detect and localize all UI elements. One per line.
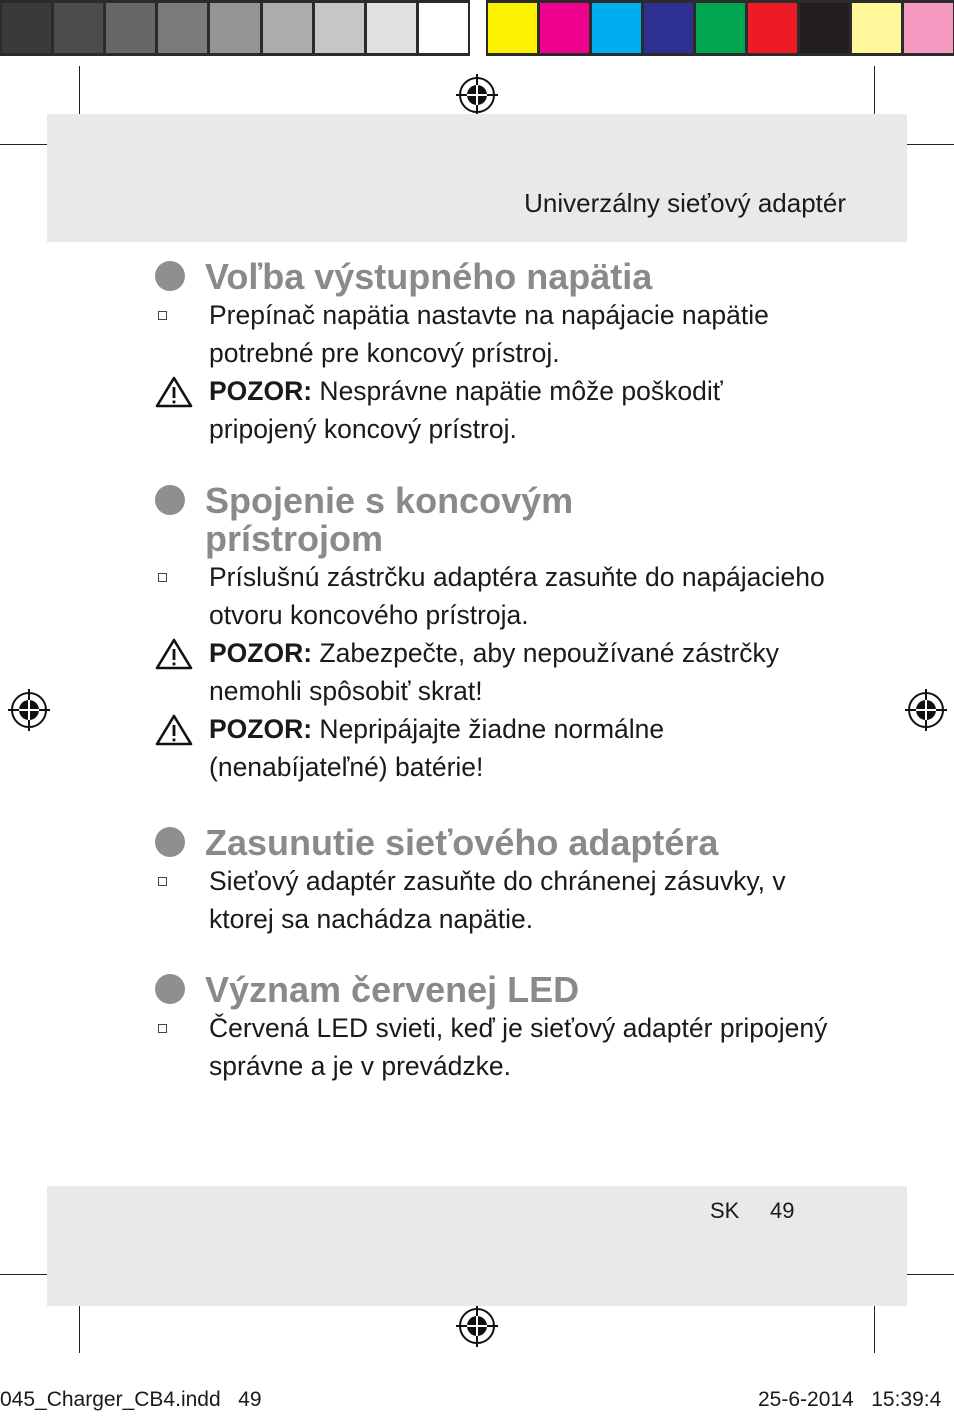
color-swatch [106,3,155,53]
instruction-text: Prepínač napätia nastavte na napájacie napätie potrebné pre koncový prístroj. [209,300,769,368]
color-swatch [210,3,259,53]
page-number: 49 [770,1198,795,1223]
checkbox-bullet-icon [158,1024,167,1033]
registration-mark-icon [8,689,50,731]
warning-icon [155,638,193,670]
color-swatch [592,3,641,53]
color-swatch [158,3,207,53]
color-swatch [696,3,745,53]
color-calibration-bar [486,0,954,56]
section-red-led [155,971,835,1085]
color-swatch [800,3,849,53]
bullet-dot-icon [155,261,185,291]
section-plug-adapter [155,824,835,938]
registration-mark-icon [905,689,947,731]
section-heading [155,824,835,862]
color-swatch [748,3,797,53]
registration-mark-icon [456,1305,498,1347]
section-heading [155,482,835,558]
color-swatch [315,3,364,53]
instruction-item [155,296,835,372]
bullet-dot-icon [155,974,185,1004]
section-heading [155,971,835,1009]
language-code: SK [710,1198,740,1223]
bullet-dot-icon [155,827,185,857]
instruction-item [155,1009,835,1085]
section-device-connection [155,482,835,786]
bullet-dot-icon [155,485,185,515]
checkbox-bullet-icon [158,877,167,886]
checkbox-bullet-icon [158,311,167,320]
instruction-item [155,558,835,634]
section-heading-line: Spojenie s koncovým [205,480,574,521]
section-heading-line: Voľba výstupného napätia [205,256,653,297]
section-heading-line: prístrojom [205,518,384,559]
color-swatch [488,3,537,53]
section-heading [155,258,835,296]
color-swatch [419,3,468,53]
warning-text: Nesprávne napätie môže poškodiť pripojený koncový prístroj. [209,376,723,444]
checkbox-bullet-icon [158,573,167,582]
instruction-text: Červená LED svieti, keď je sieťový adaptér pripojený správne a je v prevádzke. [209,1013,828,1081]
instruction-text: Sieťový adaptér zasuňte do chránenej zásuvky, v ktorej sa nachádza napätie. [209,866,786,934]
section-output-voltage [155,258,835,448]
running-header-title: Univerzálny sieťový adaptér [524,188,846,218]
warning-text: Zabezpečte, aby nepoužívané zástrčky nemohli spôsobiť skrat! [209,638,780,706]
grey-calibration-bar [0,0,470,56]
warning-item [155,634,835,710]
registration-mark-icon [456,74,498,116]
color-swatch [2,3,51,53]
section-heading-line: Zasunutie sieťového adaptéra [205,822,719,863]
section-heading-line: Význam červenej LED [205,969,580,1010]
warning-icon [155,714,193,746]
warning-label: POZOR: [209,638,313,668]
warning-item [155,710,835,786]
color-swatch [263,3,312,53]
color-swatch [54,3,103,53]
color-swatch [367,3,416,53]
header-band [47,114,907,242]
color-swatch [540,3,589,53]
warning-label: POZOR: [209,376,313,406]
color-swatch [644,3,693,53]
warning-text: Nepripájajte žiadne normálne (nenabíjateľné) batérie! [209,714,665,782]
instruction-item [155,862,835,938]
warning-label: POZOR: [209,714,313,744]
slug-datetime: 25-6-2014 15:39:4 [758,1388,942,1411]
color-swatch [904,3,953,53]
instruction-text: Príslušnú zástrčku adaptéra zasuňte do napájacieho otvoru koncového prístroja. [209,562,825,630]
warning-icon [155,376,193,408]
color-swatch [852,3,901,53]
warning-item [155,372,835,448]
slug-filename: 045_Charger_CB4.indd 49 [0,1388,262,1411]
